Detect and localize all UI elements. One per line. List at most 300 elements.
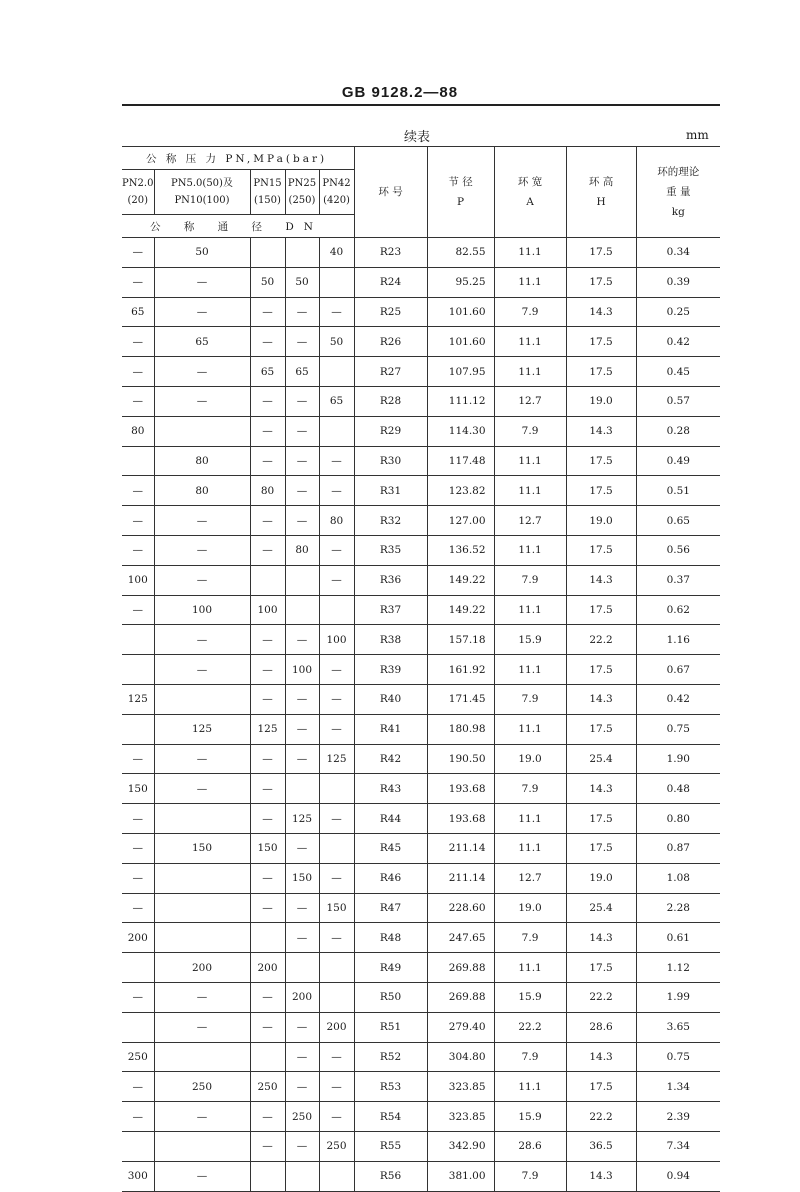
pn150-dn-cell: 150 [250,833,285,863]
ring-width-cell: 7.9 [494,923,566,953]
pn420-dn-cell [319,1161,354,1191]
pn20-dn-cell [122,714,154,744]
pn150-dn-cell: — [250,327,285,357]
pn250-dn-cell: — [285,923,319,953]
pn20-dn-cell: — [122,863,154,893]
pitch-diameter-cell: 323.85 [427,1072,494,1102]
ring-width-cell: 11.1 [494,804,566,834]
pn20-dn-cell: — [122,327,154,357]
table-row [122,267,720,297]
pn150-dn-cell: — [250,1131,285,1161]
pitch-diameter-cell: 247.65 [427,923,494,953]
pn50-100-dn-cell: — [154,1102,250,1132]
pn420-dn-cell: 50 [319,327,354,357]
pn420-dn-cell: 200 [319,1012,354,1042]
pitch-diameter-cell: 111.12 [427,386,494,416]
table-row [122,714,720,744]
ring-number-cell: R49 [354,953,427,983]
ring-width-cell: 7.9 [494,1161,566,1191]
table-row [122,238,720,268]
ring-weight-cell: 0.65 [636,506,720,536]
ring-number-cell: R26 [354,327,427,357]
pn420-dn-cell [319,953,354,983]
ring-weight-cell: 1.34 [636,1072,720,1102]
pn250-dn-cell: — [285,297,319,327]
pitch-diameter-cell: 101.60 [427,297,494,327]
ring-width-header-text: 环 宽 A [517,176,543,208]
standard-title: GB 9128.2—88 [341,84,459,101]
pitch-diameter-cell: 82.55 [427,238,494,268]
pitch-diameter-cell: 157.18 [427,625,494,655]
ring-number-cell: R46 [354,863,427,893]
table-row [122,386,720,416]
ring-weight-cell: 2.28 [636,893,720,923]
ring-height-cell: 17.5 [566,714,636,744]
pn250-dn-cell: — [285,386,319,416]
pitch-diameter-cell: 123.82 [427,476,494,506]
pressure-header: 公 称 压 力 PN,MPa(bar) [122,147,354,170]
table-row [122,893,720,923]
pn50-100-dn-cell: 200 [154,953,250,983]
ring-number-cell: R50 [354,982,427,1012]
pn150-dn-cell [250,1042,285,1072]
pitch-diameter-cell: 114.30 [427,416,494,446]
ring-number-cell: R35 [354,535,427,565]
ring-number-cell: R38 [354,625,427,655]
ring-number-cell: R56 [354,1161,427,1191]
pn20-dn-cell: — [122,1072,154,1102]
pn420-dn-cell: — [319,655,354,685]
ring-weight-cell: 1.08 [636,863,720,893]
pn420-dn-cell: 125 [319,744,354,774]
ring-weight-cell: 0.48 [636,774,720,804]
pn150-dn-cell: 65 [250,357,285,387]
pn20-dn-cell: 200 [122,923,154,953]
ring-height-cell: 17.5 [566,267,636,297]
table-row [122,1102,720,1132]
pitch-diameter-header-text: 节 径 P [448,176,473,208]
ring-number-cell: R45 [354,833,427,863]
ring-width-cell: 12.7 [494,863,566,893]
pitch-diameter-cell: 149.22 [427,595,494,625]
pitch-diameter-cell: 107.95 [427,357,494,387]
pn150-dn-cell: — [250,804,285,834]
ring-height-cell: 17.5 [566,535,636,565]
pn50-100-dn-cell [154,1042,250,1072]
ring-weight-cell: 0.34 [636,238,720,268]
ring-width-cell: 7.9 [494,565,566,595]
pn-col-header-text: PN2.0 (20) [122,178,154,206]
pn250-dn-cell: 150 [285,863,319,893]
pn250-dn-cell: — [285,446,319,476]
pn-col-header [319,170,354,215]
ring-weight-cell: 0.94 [636,1161,720,1191]
table-row [122,684,720,714]
ring-weight-cell: 0.42 [636,327,720,357]
pn250-dn-cell [285,238,319,268]
top-rule [122,104,720,106]
ring-height-cell: 14.3 [566,923,636,953]
ring-width-cell: 11.1 [494,476,566,506]
pn250-dn-cell: — [285,506,319,536]
ring-width-cell: 11.1 [494,238,566,268]
ring-width-cell: 19.0 [494,744,566,774]
ring-width-cell: 15.9 [494,982,566,1012]
ring-weight-cell: 0.75 [636,1042,720,1072]
pn150-dn-cell [250,923,285,953]
pn420-dn-cell: — [319,535,354,565]
ring-weight-cell: 0.61 [636,923,720,953]
pn20-dn-cell: — [122,982,154,1012]
pitch-diameter-cell: 136.52 [427,535,494,565]
pn20-dn-cell: 125 [122,684,154,714]
pitch-diameter-cell: 342.90 [427,1131,494,1161]
pn250-dn-cell: 200 [285,982,319,1012]
ring-width-cell: 11.1 [494,327,566,357]
pn150-dn-cell: 125 [250,714,285,744]
ring-weight-cell: 0.67 [636,655,720,685]
pitch-diameter-cell: 127.00 [427,506,494,536]
table-row [122,476,720,506]
ring-width-cell: 11.1 [494,1072,566,1102]
ring-weight-cell: 0.42 [636,684,720,714]
pn50-100-dn-cell: — [154,744,250,774]
pitch-diameter-cell: 323.85 [427,1102,494,1132]
pn50-100-dn-cell: 100 [154,595,250,625]
pn250-dn-cell: — [285,1131,319,1161]
pn20-dn-cell: — [122,535,154,565]
pn20-dn-cell: — [122,833,154,863]
pn250-dn-cell: — [285,416,319,446]
ring-height-cell: 17.5 [566,655,636,685]
pitch-diameter-cell: 190.50 [427,744,494,774]
table-row [122,416,720,446]
pn250-dn-cell [285,1161,319,1191]
pn420-dn-cell: — [319,1072,354,1102]
pn150-dn-cell: — [250,535,285,565]
pn-col-header-text: PN5.0(50)及 PN10(100) [171,178,233,206]
pn150-dn-cell: 100 [250,595,285,625]
pn20-dn-cell: — [122,506,154,536]
table-row [122,744,720,774]
ring-weight-cell: 0.49 [636,446,720,476]
pn20-dn-cell [122,446,154,476]
pn420-dn-cell: 150 [319,893,354,923]
table-row [122,327,720,357]
pn50-100-dn-cell [154,893,250,923]
ring-height-cell: 19.0 [566,506,636,536]
pn20-dn-cell: — [122,595,154,625]
table-row [122,923,720,953]
pn50-100-dn-cell: 125 [154,714,250,744]
pn150-dn-cell: — [250,774,285,804]
pn50-100-dn-cell [154,923,250,953]
ring-height-cell: 19.0 [566,386,636,416]
pn20-dn-cell: 150 [122,774,154,804]
ring-width-cell: 11.1 [494,833,566,863]
pn20-dn-cell [122,655,154,685]
ring-width-cell: 7.9 [494,774,566,804]
table-row [122,446,720,476]
pn20-dn-cell [122,1131,154,1161]
pn50-100-dn-cell: — [154,506,250,536]
ring-width-cell: 7.9 [494,297,566,327]
pn420-dn-cell: — [319,923,354,953]
pn250-dn-cell: 100 [285,655,319,685]
pn-col-header [154,170,250,215]
ring-width-cell: 7.9 [494,1042,566,1072]
ring-width-cell: 12.7 [494,506,566,536]
pn50-100-dn-cell: 50 [154,238,250,268]
ring-number-cell: R37 [354,595,427,625]
ring-width-cell: 28.6 [494,1131,566,1161]
pn20-dn-cell [122,953,154,983]
ring-weight-cell: 0.28 [636,416,720,446]
pn250-dn-cell [285,774,319,804]
pn150-dn-cell: 200 [250,953,285,983]
ring-height-cell: 28.6 [566,1012,636,1042]
table-row [122,506,720,536]
table-row [122,357,720,387]
pn20-dn-cell [122,625,154,655]
pn150-dn-cell: — [250,684,285,714]
pn150-dn-cell: — [250,655,285,685]
pitch-diameter-cell: 211.14 [427,833,494,863]
ring-no-header: 环 号 [354,147,427,238]
table-row [122,1012,720,1042]
ring-weight-cell: 0.62 [636,595,720,625]
pn50-100-dn-cell [154,804,250,834]
pn420-dn-cell: — [319,863,354,893]
pn50-100-dn-cell: — [154,357,250,387]
pitch-diameter-cell: 304.80 [427,1042,494,1072]
pn420-dn-cell: — [319,297,354,327]
ring-height-cell: 14.3 [566,684,636,714]
ring-height-cell: 14.3 [566,1042,636,1072]
ring-height-cell: 14.3 [566,1161,636,1191]
table-row [122,1131,720,1161]
pn20-dn-cell: — [122,1102,154,1132]
ring-width-cell: 11.1 [494,446,566,476]
pn20-dn-cell: — [122,267,154,297]
pn50-100-dn-cell: — [154,535,250,565]
pn250-dn-cell: 65 [285,357,319,387]
pn250-dn-cell: 50 [285,267,319,297]
table-row [122,833,720,863]
pn420-dn-cell [319,774,354,804]
ring-width-header [494,147,566,238]
ring-height-cell: 25.4 [566,744,636,774]
pn50-100-dn-cell: — [154,655,250,685]
pn150-dn-cell: — [250,982,285,1012]
ring-number-cell: R32 [354,506,427,536]
table-row [122,953,720,983]
pn250-dn-cell: — [285,684,319,714]
ring-height-cell: 14.3 [566,774,636,804]
pn20-dn-cell: — [122,238,154,268]
pn420-dn-cell: — [319,476,354,506]
ring-number-cell: R27 [354,357,427,387]
table-caption: 续表 [404,130,431,145]
ring-width-cell: 15.9 [494,1102,566,1132]
ring-weight-cell: 3.65 [636,1012,720,1042]
pn150-dn-cell [250,238,285,268]
pn50-100-dn-cell: — [154,625,250,655]
table-row [122,804,720,834]
ring-height-cell: 17.5 [566,1072,636,1102]
ring-height-cell: 17.5 [566,804,636,834]
ring-number-cell: R28 [354,386,427,416]
pn420-dn-cell: — [319,714,354,744]
ring-width-cell: 11.1 [494,714,566,744]
ring-number-cell: R44 [354,804,427,834]
ring-height-cell: 17.5 [566,833,636,863]
ring-weight-cell: 0.75 [636,714,720,744]
ring-number-cell: R24 [354,267,427,297]
pn-col-header [250,170,285,215]
pn150-dn-cell: — [250,625,285,655]
ring-weight-cell: 0.37 [636,565,720,595]
pn420-dn-cell: 100 [319,625,354,655]
ring-number-cell: R55 [354,1131,427,1161]
ring-height-header-text: 环 高 H [588,176,614,208]
ring-width-cell: 11.1 [494,267,566,297]
ring-height-cell: 17.5 [566,595,636,625]
pn50-100-dn-cell [154,416,250,446]
pn250-dn-cell [285,595,319,625]
ring-number-cell: R23 [354,238,427,268]
table-row [122,625,720,655]
pn20-dn-cell: — [122,386,154,416]
pn420-dn-cell [319,267,354,297]
pn50-100-dn-cell: — [154,982,250,1012]
pitch-diameter-cell: 161.92 [427,655,494,685]
pn420-dn-cell: — [319,1102,354,1132]
pn150-dn-cell: 80 [250,476,285,506]
ring-height-cell: 17.5 [566,327,636,357]
pn20-dn-cell: 100 [122,565,154,595]
ring-weight-cell: 0.25 [636,297,720,327]
ring-number-cell: R48 [354,923,427,953]
ring-weight-cell: 0.87 [636,833,720,863]
ring-number-cell: R47 [354,893,427,923]
pn50-100-dn-cell: — [154,297,250,327]
pitch-diameter-cell: 279.40 [427,1012,494,1042]
ring-height-cell: 14.3 [566,565,636,595]
pn150-dn-cell: — [250,893,285,923]
pitch-diameter-cell: 171.45 [427,684,494,714]
pn250-dn-cell: — [285,714,319,744]
ring-number-cell: R40 [354,684,427,714]
table-row [122,535,720,565]
pn150-dn-cell: 50 [250,267,285,297]
ring-number-cell: R42 [354,744,427,774]
pn150-dn-cell: — [250,1102,285,1132]
pn150-dn-cell: — [250,744,285,774]
pn50-100-dn-cell: — [154,386,250,416]
ring-number-cell: R41 [354,714,427,744]
pn420-dn-cell [319,982,354,1012]
ring-weight-cell: 2.39 [636,1102,720,1132]
pn150-dn-cell [250,1161,285,1191]
pn50-100-dn-cell: — [154,565,250,595]
pn-col-header-text: PN42 (420) [322,178,351,206]
weight-header-text: 环的理论 重 量 kg [657,166,700,218]
pitch-diameter-cell: 193.68 [427,774,494,804]
ring-weight-cell: 0.56 [636,535,720,565]
pn50-100-dn-cell: 250 [154,1072,250,1102]
ring-height-cell: 22.2 [566,982,636,1012]
dn-header: 公 称 通 径 DN [122,215,354,238]
pitch-diameter-cell: 149.22 [427,565,494,595]
ring-height-header [566,147,636,238]
pitch-diameter-header [427,147,494,238]
ring-height-cell: 14.3 [566,297,636,327]
ring-height-cell: 17.5 [566,476,636,506]
pitch-diameter-cell: 95.25 [427,267,494,297]
pn150-dn-cell: — [250,506,285,536]
ring-number-cell: R30 [354,446,427,476]
pitch-diameter-cell: 193.68 [427,804,494,834]
ring-number-cell: R53 [354,1072,427,1102]
ring-width-cell: 19.0 [494,893,566,923]
ring-width-cell: 15.9 [494,625,566,655]
pn250-dn-cell [285,953,319,983]
pn250-dn-cell: — [285,833,319,863]
ring-width-cell: 11.1 [494,655,566,685]
pn-col-header-text: PN25 (250) [287,178,317,206]
ring-width-cell: 11.1 [494,595,566,625]
ring-number-cell: R51 [354,1012,427,1042]
pn250-dn-cell: — [285,1012,319,1042]
pn20-dn-cell: 250 [122,1042,154,1072]
pitch-diameter-cell: 117.48 [427,446,494,476]
pn250-dn-cell: — [285,625,319,655]
pn150-dn-cell: — [250,297,285,327]
table-row [122,982,720,1012]
table-row [122,655,720,685]
pn20-dn-cell: — [122,893,154,923]
pitch-diameter-cell: 228.60 [427,893,494,923]
ring-weight-cell: 0.45 [636,357,720,387]
pn50-100-dn-cell [154,684,250,714]
pn-col-header [285,170,319,215]
ring-width-cell: 11.1 [494,953,566,983]
ring-weight-cell: 1.16 [636,625,720,655]
ring-weight-cell: 1.99 [636,982,720,1012]
pn20-dn-cell: — [122,744,154,774]
pitch-diameter-cell: 381.00 [427,1161,494,1191]
pn50-100-dn-cell: 65 [154,327,250,357]
ring-width-cell: 22.2 [494,1012,566,1042]
ring-number-cell: R25 [354,297,427,327]
pn420-dn-cell: 65 [319,386,354,416]
pn250-dn-cell: — [285,744,319,774]
ring-height-cell: 17.5 [566,238,636,268]
pn250-dn-cell: 80 [285,535,319,565]
pn250-dn-cell: — [285,1042,319,1072]
pn20-dn-cell: 65 [122,297,154,327]
pn420-dn-cell: — [319,1042,354,1072]
pn20-dn-cell: 80 [122,416,154,446]
pn150-dn-cell: — [250,416,285,446]
pn20-dn-cell: — [122,357,154,387]
pn420-dn-cell: 80 [319,506,354,536]
pn420-dn-cell: — [319,684,354,714]
ring-number-cell: R29 [354,416,427,446]
pn20-dn-cell: — [122,804,154,834]
ring-number-cell: R39 [354,655,427,685]
